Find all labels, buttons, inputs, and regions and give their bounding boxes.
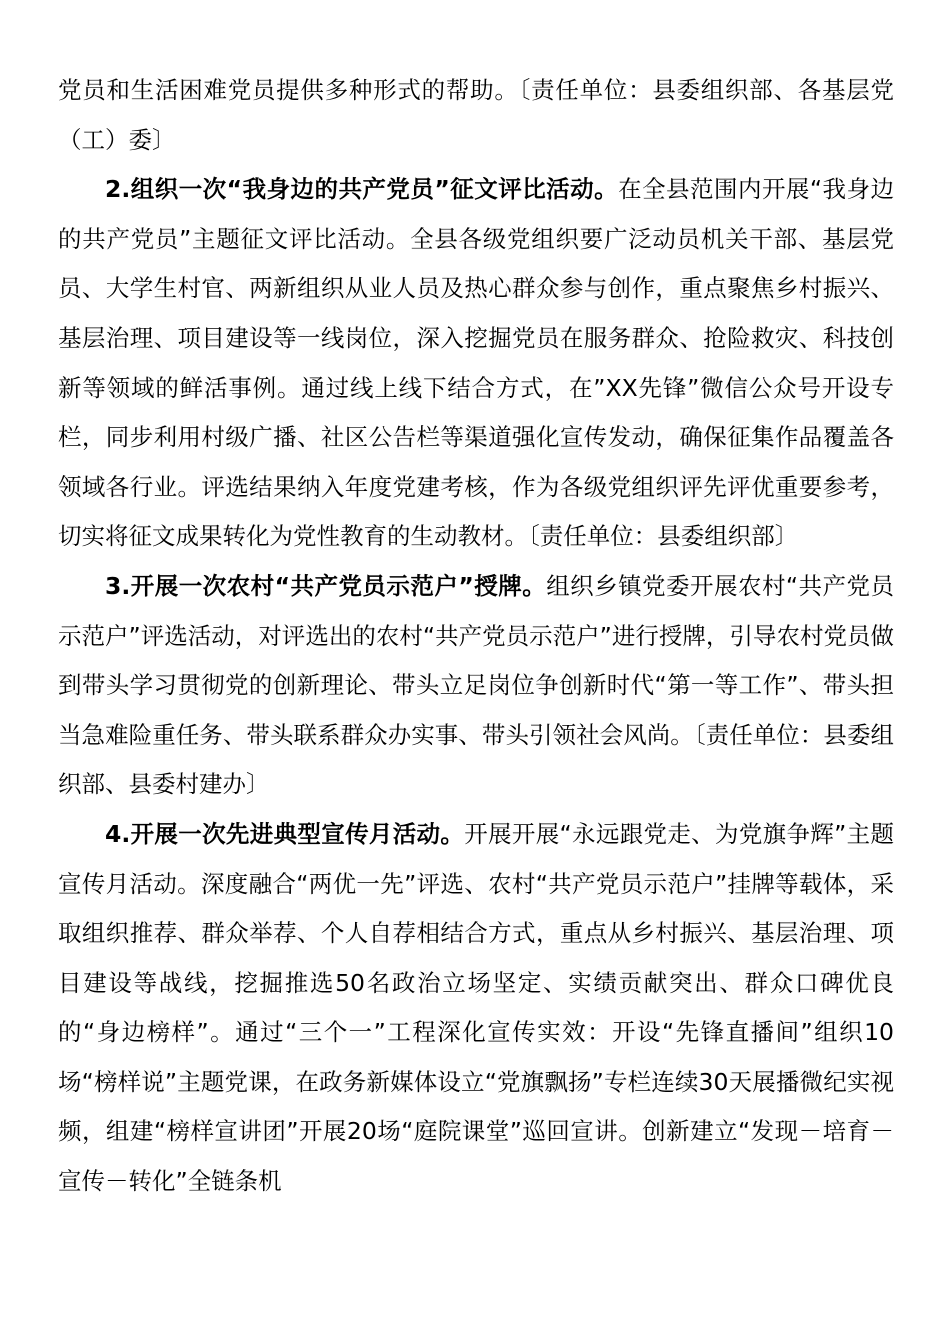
paragraph-text: 组织乡镇党委开展农村“共产党员示范户”评选活动，对评选出的农村“共产党员示范户”进行授牌，引导农村党员做到带头学习贯彻党的创新理论、带头立足岗位争创新时代“第一等工作”、带头担当急难险重任务、带头联系群众办实事、带头引领社会风尚。〔责任单位：县委组织部、县委村建办〕: [58, 571, 894, 799]
paragraph-heading: 3.开展一次农村“共产党员示范户”授牌。: [105, 571, 547, 600]
paragraph-text: 开展开展“永远跟党走、为党旗争辉”主题宣传月活动。深度融合“两优一先”评选、农村“共产党员示范户”挂牌等载体，采取组织推荐、群众举荐、个人自荐相结合方式，重点从乡村振兴、基层治理、项目建设等战线，挖掘推选50名政治立场坚定、实绩贡献突出、群众口碑优良的“身边榜样”。通过“三个一”工程深化宣传实效：开设“先锋直播间”组织10场“榜样说”主题党课，在政务新媒体设立“党旗飘扬”专栏连续30天展播微纪实视频，组建“榜样宣讲团”开展20场“庭院课堂”巡回宣讲。创新建立“发现－培育－宣传－转化”全链条机: [58, 819, 894, 1196]
paragraph-publicity-month: [58, 810, 894, 1207]
paragraph-model-household: [58, 562, 894, 810]
paragraph-text: 党员和生活困难党员提供多种形式的帮助。〔责任单位：县委组织部、各基层党（工）委〕: [58, 76, 894, 154]
paragraph-continued: [58, 66, 894, 165]
document-body: [58, 66, 894, 1207]
paragraph-heading: 2.组织一次“我身边的共产党员”征文评比活动。: [105, 175, 619, 204]
paragraph-text: 在全县范围内开展“我身边的共产党员”主题征文评比活动。全县各级党组织要广泛动员机关干部、基层党员、大学生村官、两新组织从业人员及热心群众参与创作，重点聚焦乡村振兴、基层治理、项目建设等一线岗位，深入挖掘党员在服务群众、抢险救灾、科技创新等领域的鲜活事例。通过线上线下结合方式，在”XX先锋”微信公众号开设专栏，同步利用村级广播、社区公告栏等渠道强化宣传发动，确保征集作品覆盖各领域各行业。评选结果纳入年度党建考核，作为各级党组织评先评优重要参考，切实将征文成果转化为党性教育的生动教材。〔责任单位：县委组织部〕: [58, 175, 894, 551]
paragraph-essay-contest: [58, 165, 894, 562]
paragraph-heading: 4.开展一次先进典型宣传月活动。: [105, 819, 465, 848]
